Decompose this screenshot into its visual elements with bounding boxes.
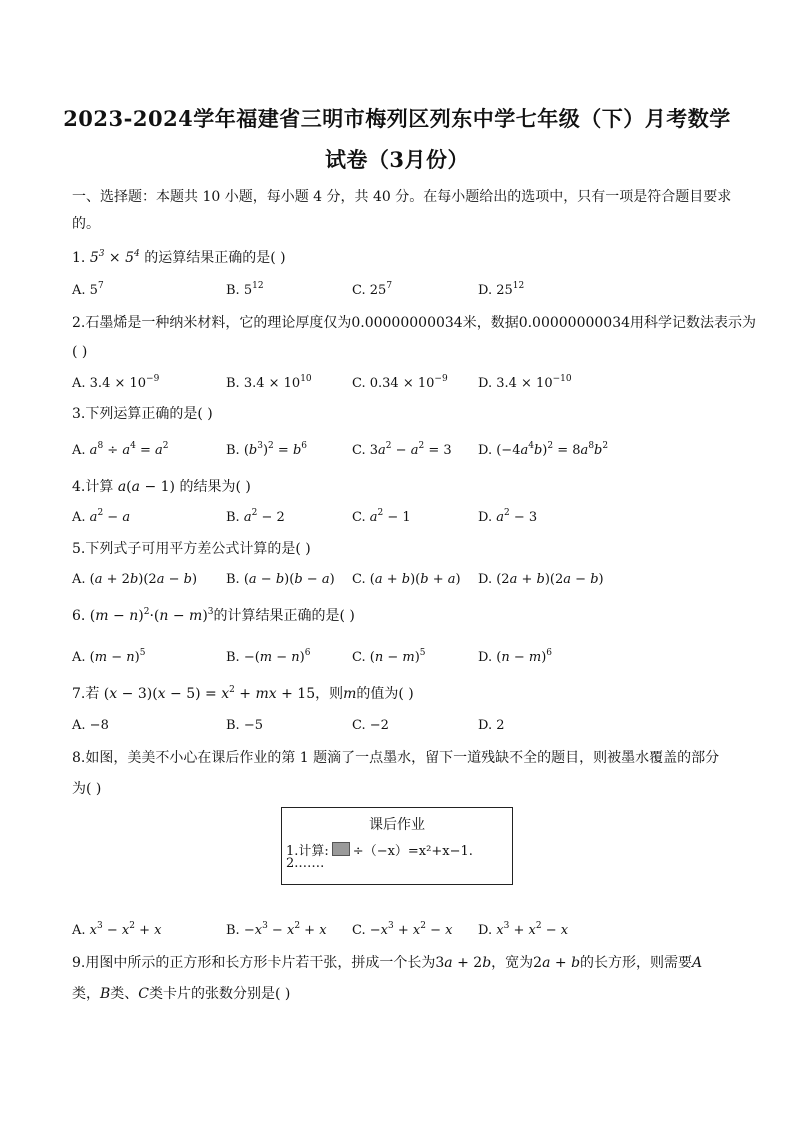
option-a: A. $5^7$ xyxy=(72,281,104,298)
question-number: 9. xyxy=(72,955,86,971)
section-intro-line1: 一、选择题：本题共 10 小题，每小题 4 分，共 40 分。在每小题给出的选项中，只有一项是符合题目要求 xyxy=(72,189,732,205)
section-intro-line2: 的。 xyxy=(72,216,100,232)
option-c: C. (a + b)(b + a) xyxy=(352,572,461,587)
ink-blot-icon xyxy=(332,842,350,856)
option-b: B. −5 xyxy=(226,718,263,733)
option-b: B. (a − b)(b − a) xyxy=(226,572,335,587)
question-6: 6. $(m - n)^2\cdot(n - m)^3$的计算结果正确的是( ) xyxy=(72,607,355,624)
option-b: B. $a^2 - 2$ xyxy=(226,508,285,525)
option-c: C. −2 xyxy=(352,718,389,733)
question-stem: 石墨烯是一种纳米材料，它的理论厚度仅为0.00000000034米，数据0.00000000034用科学记数法表示为 xyxy=(85,315,757,331)
question-9-line2: 类，B类、C类卡片的张数分别是( ) xyxy=(72,986,291,1002)
page-title-line2: 试卷（3月份） xyxy=(324,147,470,172)
question-number: 1. xyxy=(72,250,86,266)
option-b: B. $-x^3 - x^2 + x$ xyxy=(226,921,327,938)
option-c: C. $-x^3 + x^2 - x$ xyxy=(352,921,453,938)
question-7: 7.若 $(x - 3)(x - 5) = x^2$ + mx + 15，则m的值为( ) xyxy=(72,685,414,702)
question-5 xyxy=(72,539,722,559)
page-title-line1: 2023-2024学年福建省三明市梅列区列东中学七年级（下）月考数学 xyxy=(63,106,731,131)
option-d: D. $x^3 + x^2 - x$ xyxy=(478,921,569,938)
question-number: 7. xyxy=(72,686,86,702)
option-d: D. (2a + b)(2a − b) xyxy=(478,572,604,587)
figure-line1: 1.计算: ÷（−x）=x²+x−1. xyxy=(286,844,473,859)
option-b: B. $5^{12}$ xyxy=(226,281,264,298)
question-1: 1. $5^3 \times 5^4$ 的运算结果正确的是( ) xyxy=(72,249,286,266)
question-number: 2. xyxy=(72,315,86,331)
homework-figure xyxy=(281,807,513,885)
question-number: 6. xyxy=(72,608,86,624)
option-b: B. $-(m - n)^6$ xyxy=(226,648,311,665)
option-c: C. $0.34 \times 10^{-9}$ xyxy=(352,374,448,391)
question-8-line2: 为( ) xyxy=(72,781,102,797)
option-a: A. $x^3 - x^2 + x$ xyxy=(72,921,162,938)
question-2-line2: ( ) xyxy=(72,344,88,360)
question-stem: 的运算结果正确的是( ) xyxy=(144,250,286,266)
option-d: D. $(n - m)^6$ xyxy=(478,648,552,665)
question-2-line1 xyxy=(72,313,757,333)
option-c: C. $(n - m)^5$ xyxy=(352,648,426,665)
question-8-line1: 8.如图，美美不小心在课后作业的第 1 题滴了一点墨水，留下一道残缺不全的题目，则被墨水覆盖的部分 xyxy=(72,750,720,766)
option-d: D. $(-4a^4b)^2 = 8a^8b^2$ xyxy=(478,441,609,458)
figure-title: 课后作业 xyxy=(369,817,425,833)
question-9-line1: 9.用图中所示的正方形和长方形卡片若干张，拼成一个长为3a + 2b，宽为2a + b的长方形，则需要A xyxy=(72,955,703,971)
option-d: D. 2 xyxy=(478,718,505,733)
option-b: B. $(b^3)^2 = b^6$ xyxy=(226,441,308,458)
question-4: 4.计算 a(a − 1) 的结果为( ) xyxy=(72,479,251,495)
option-c: C. $a^2 - 1$ xyxy=(352,508,411,525)
option-c: C. $3a^2 - a^2 = 3$ xyxy=(352,441,452,458)
option-a: A. $3.4 \times 10^{-9}$ xyxy=(72,374,160,391)
option-d: D. $a^2 - 3$ xyxy=(478,508,538,525)
option-b: B. $3.4 \times 10^{10}$ xyxy=(226,374,312,391)
option-d: D. $25^{12}$ xyxy=(478,281,525,298)
question-number: 3. xyxy=(72,406,86,422)
question-stem: 下列运算正确的是( ) xyxy=(85,406,213,422)
figure-line2: 2.…… xyxy=(286,856,325,871)
question-3 xyxy=(72,404,722,424)
option-c: C. $25^7$ xyxy=(352,281,393,298)
option-a: A. $a^2 - a$ xyxy=(72,508,131,525)
question-number: 4. xyxy=(72,479,86,495)
option-a: A. −8 xyxy=(72,718,109,733)
question-number: 5. xyxy=(72,541,86,557)
question-number: 8. xyxy=(72,750,86,766)
option-a: A. $a^8 \div a^4 = a^2$ xyxy=(72,441,169,458)
option-a: A. $(m - n)^5$ xyxy=(72,648,146,665)
option-d: D. $3.4 \times 10^{-10}$ xyxy=(478,374,572,391)
option-a: A. (a + 2b)(2a − b) xyxy=(72,572,198,587)
question-stem: 下列式子可用平方差公式计算的是( ) xyxy=(85,541,311,557)
